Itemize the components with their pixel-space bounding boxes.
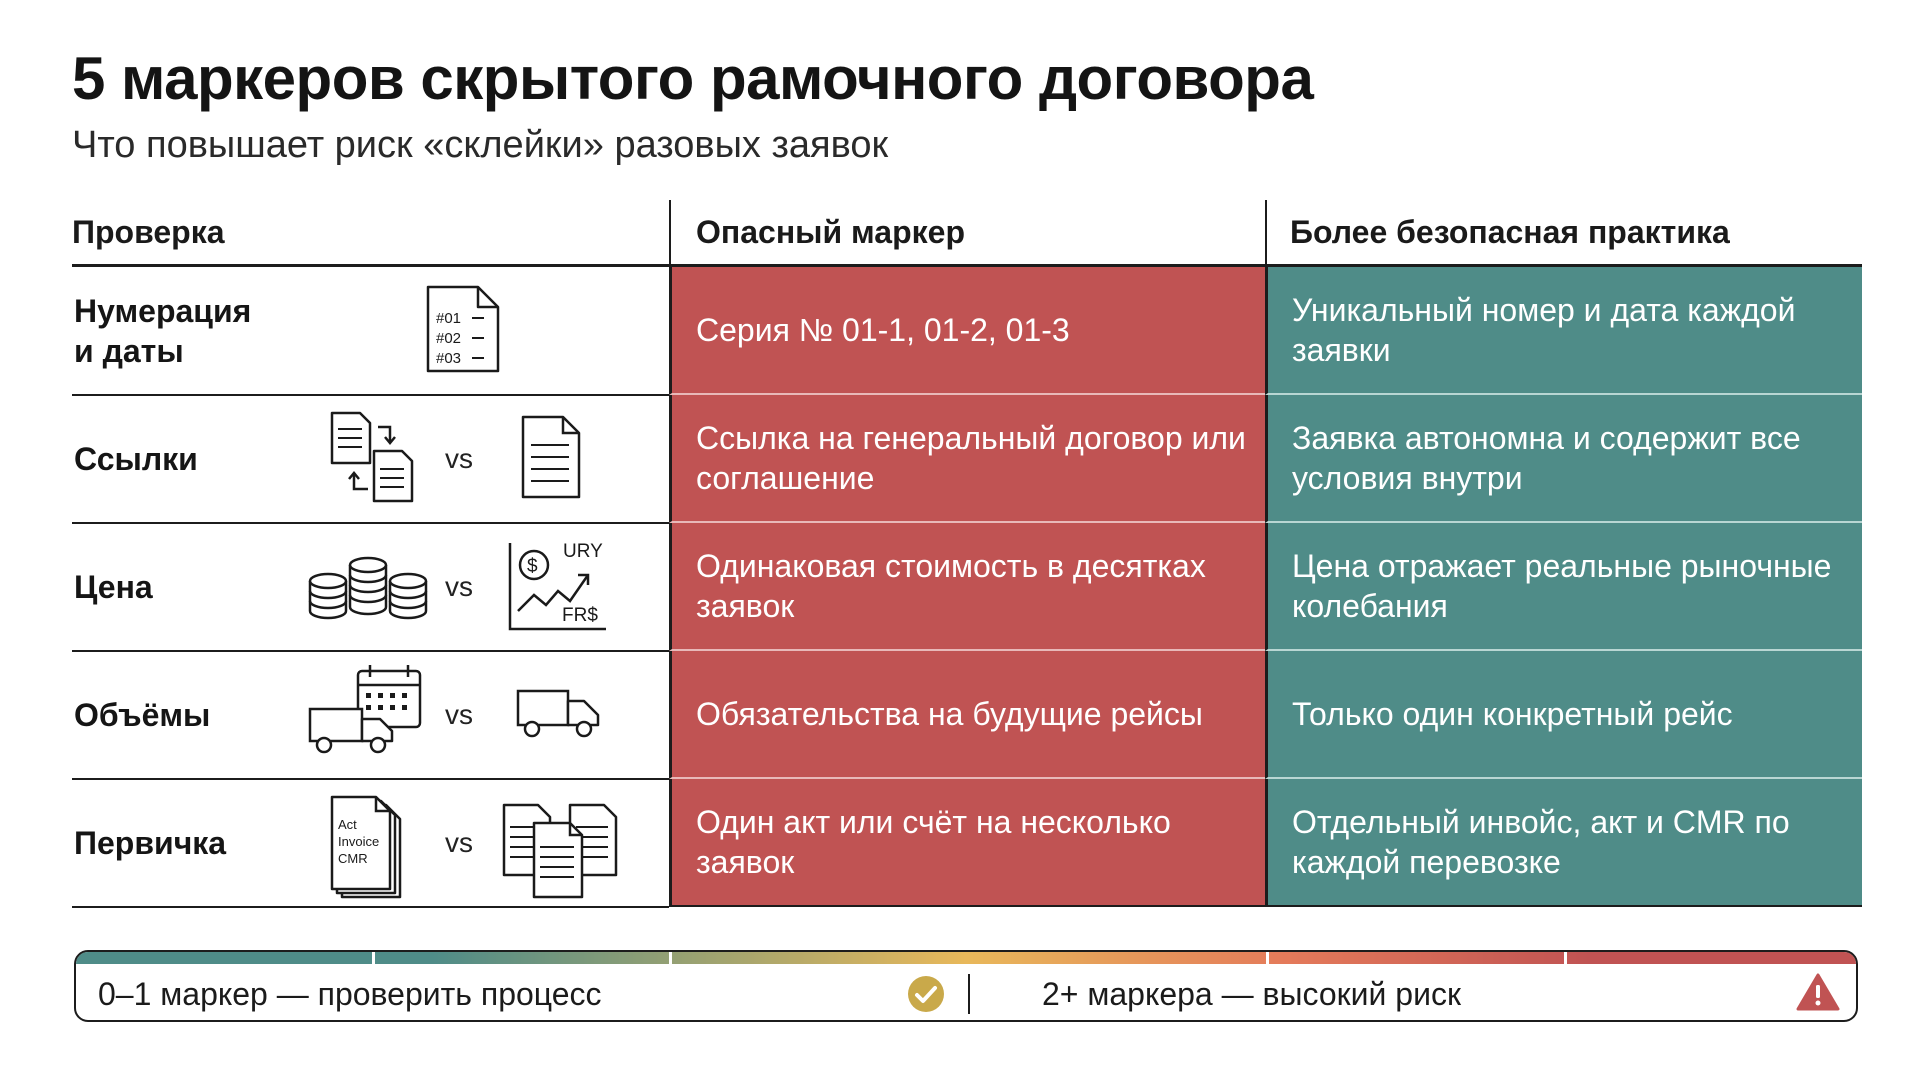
doc-number-3: #03 — [436, 350, 462, 367]
gradient-tick — [1564, 952, 1567, 964]
truck-icon — [514, 651, 604, 778]
safe-cell — [1265, 267, 1862, 395]
doc-label-invoice: Invoice — [338, 834, 380, 849]
vs-label: vs — [445, 698, 473, 730]
danger-text: Серия № 01-1, 01-2, 01-3 — [696, 312, 1070, 348]
risk-legend — [74, 950, 1858, 1022]
table-row — [72, 779, 1862, 907]
table-row — [72, 267, 1862, 395]
safe-cell — [1265, 779, 1862, 907]
page-subtitle: Что повышает риск «склейки» разовых заявок — [72, 124, 889, 166]
header-divider — [669, 200, 671, 264]
svg-text:$: $ — [527, 556, 538, 577]
check-label: Цена — [74, 568, 153, 605]
vs-label: vs — [445, 442, 473, 474]
risk-gradient-bar — [76, 952, 1856, 964]
numbered-document-icon — [424, 267, 504, 394]
check-label: Ссылки — [74, 440, 198, 477]
linked-documents-icon — [328, 395, 418, 522]
stacked-documents-icon — [328, 779, 418, 906]
gradient-tick — [669, 952, 672, 964]
vs-label: vs — [445, 570, 473, 602]
danger-cell — [669, 395, 1265, 523]
table-row — [72, 395, 1862, 523]
safe-cell — [1265, 395, 1862, 523]
doc-number-1: #01 — [436, 310, 462, 327]
safe-cell — [1265, 651, 1862, 779]
safe-text: Только один конкретный рейс — [1292, 696, 1733, 732]
currency-label-2: FR$ — [562, 605, 598, 626]
doc-label-act: Act — [338, 817, 357, 832]
safe-text: Цена отражает реальные рыночные колебания — [1292, 548, 1832, 624]
safe-text: Отдельный инвойс, акт и CMR по каждой перевозке — [1292, 804, 1790, 880]
check-label-line2: и даты — [74, 332, 184, 369]
header-check: Проверка — [72, 214, 225, 250]
safe-text: Заявка автономна и содержит все условия внутри — [1292, 420, 1801, 496]
page-title: 5 маркеров скрытого рамочного договора — [72, 45, 1314, 112]
gradient-tick — [1266, 952, 1269, 964]
check-cell — [72, 395, 669, 524]
legend-low-risk: 0–1 маркер — проверить процесс — [98, 976, 602, 1012]
danger-text: Ссылка на генеральный договор или соглашение — [696, 420, 1246, 496]
legend-high-risk: 2+ маркера — высокий риск — [1042, 976, 1461, 1012]
danger-text: Одинаковая стоимость в десятках заявок — [696, 548, 1206, 624]
header-divider — [1265, 200, 1267, 264]
check-label — [74, 291, 251, 371]
gradient-tick — [372, 952, 375, 964]
danger-cell — [669, 779, 1265, 907]
check-circle-icon — [906, 974, 946, 1019]
calendar-truck-icon — [308, 651, 428, 778]
check-label: Первичка — [74, 824, 227, 861]
check-label-line1: Нумерация — [74, 292, 252, 329]
currency-label-1: URY — [563, 541, 603, 562]
legend-separator — [968, 974, 970, 1014]
danger-text: Обязательства на будущие рейсы — [696, 696, 1203, 732]
check-cell — [72, 523, 669, 652]
table-header — [72, 200, 1862, 267]
safe-cell — [1265, 523, 1862, 651]
check-cell — [72, 651, 669, 780]
price-fluctuation-chart-icon — [506, 523, 616, 650]
vs-label: vs — [445, 826, 473, 858]
danger-cell — [669, 267, 1265, 395]
table-row — [72, 523, 1862, 651]
danger-cell — [669, 651, 1265, 779]
warning-triangle-icon — [1796, 972, 1840, 1017]
header-safe: Более безопасная практика — [1290, 214, 1730, 250]
comparison-table — [72, 200, 1862, 907]
check-label: Объёмы — [74, 696, 211, 733]
single-document-icon — [519, 395, 589, 522]
doc-number-2: #02 — [436, 330, 462, 347]
safe-text: Уникальный номер и дата каждой заявки — [1292, 292, 1796, 368]
danger-text: Один акт или счёт на несколько заявок — [696, 804, 1171, 880]
check-cell — [72, 779, 669, 908]
coin-stacks-icon — [306, 523, 430, 650]
header-danger: Опасный маркер — [696, 214, 965, 250]
check-cell — [72, 267, 669, 396]
doc-label-cmr: CMR — [338, 851, 368, 866]
table-row — [72, 651, 1862, 779]
danger-cell — [669, 523, 1265, 651]
multiple-documents-icon — [500, 779, 630, 906]
